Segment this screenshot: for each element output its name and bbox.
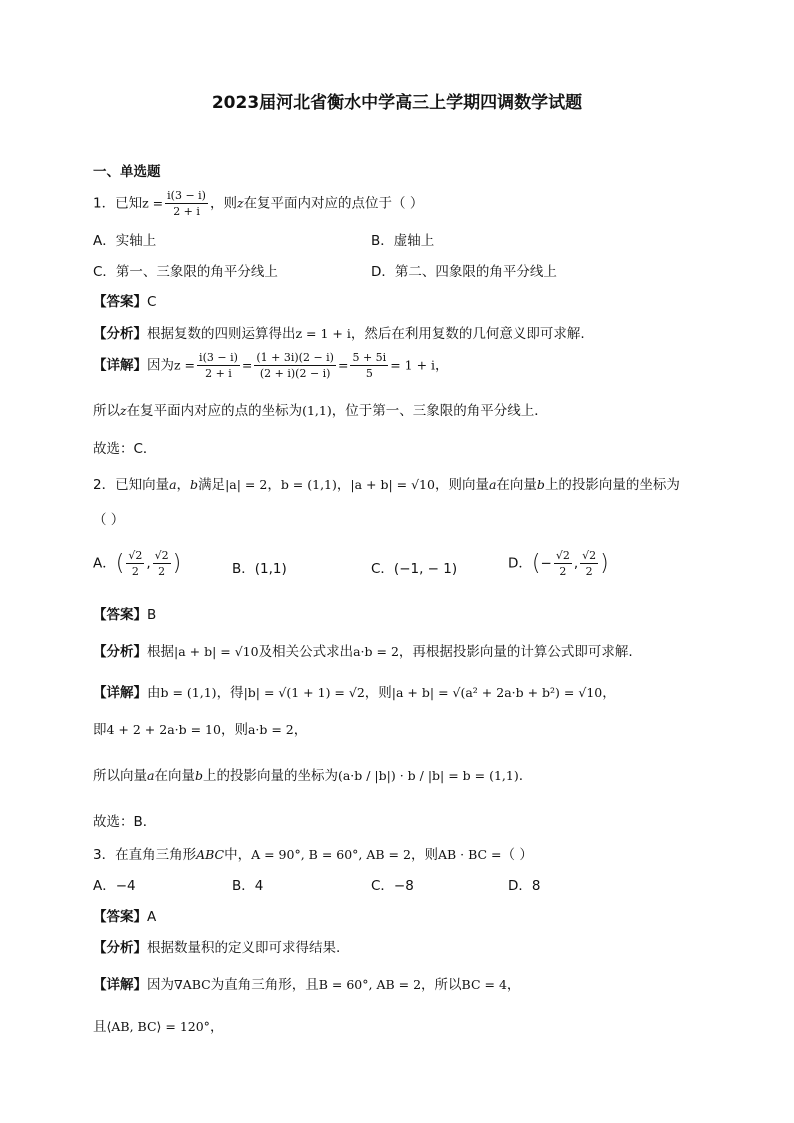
q1-analysis [93, 322, 585, 342]
option-label: D． [508, 555, 532, 572]
fraction-numerator: √2 [128, 549, 143, 562]
q2-detail [93, 681, 616, 701]
q2-option-d: D．(− $\frac{√2}{2}$ , $\frac{√2}{2}$ ) [508, 549, 609, 578]
formula: (a·b / |b|) · b / |b| = b = (1,1) [337, 768, 519, 783]
formula: b = (1,1) [280, 477, 337, 492]
detail-tag: 【详解】 [93, 977, 147, 993]
formula: |a + b| = √(a² + 2a·b + b²) = √10 [391, 685, 603, 700]
text: 即 [93, 722, 107, 738]
formula: a·b = 2 [247, 722, 294, 737]
text: 所以向量 [93, 768, 147, 784]
text: 因为 [147, 977, 174, 993]
text: ，则 [364, 685, 392, 701]
analysis-text-a: 根据复数的四则运算得出 [147, 326, 296, 342]
detail-fraction-1 [197, 350, 240, 381]
fraction-denominator: 5 [365, 367, 373, 380]
fraction-numerator: (1 + 3i)(2 − i) [256, 351, 334, 364]
text: （ ） [501, 847, 533, 863]
paren-icon: ) [600, 551, 609, 576]
q1-stem [93, 188, 423, 219]
section-heading: 一、单选题 [93, 164, 161, 180]
detail-z: z = [174, 357, 196, 373]
formula: B = 60°, AB = 2 [318, 977, 422, 992]
text: ，再根据投影向量的计算公式即可求解. [398, 644, 633, 660]
analysis-tag: 【分析】 [93, 644, 147, 660]
point-coord: (1,1) [302, 403, 332, 418]
q1-option-a: A．实轴上 [93, 233, 157, 249]
text: 在复平面内对应的点的坐标为 [126, 403, 303, 419]
fraction [153, 548, 171, 579]
analysis-text-b: ，然后在利用复数的几何意义即可求解. [350, 326, 585, 342]
q3-option-b: B．4 [232, 878, 264, 894]
fraction-denominator: 2 [559, 565, 567, 578]
detail-fraction-2 [254, 350, 336, 381]
q1-answer [93, 290, 156, 310]
text: ， [602, 685, 616, 701]
q1-stem-mid: ，则 [209, 195, 237, 212]
analysis-tag: 【分析】 [93, 940, 147, 956]
option-label: A． [93, 555, 116, 572]
text: ， [209, 1019, 224, 1035]
q3-detail [93, 973, 520, 993]
text: ， [176, 477, 191, 493]
detail-tag: 【详解】 [93, 685, 147, 701]
fraction-denominator: 2 [585, 565, 593, 578]
formula: |a + b| = √10 [174, 644, 259, 659]
q1-stem-fraction [165, 188, 208, 219]
fraction-numerator: √2 [154, 549, 169, 562]
answer-tag: 【答案】 [93, 909, 147, 925]
detail-fraction-3 [350, 350, 388, 381]
vec-b: b [536, 477, 545, 492]
text: ，位于第一、三象限的角平分线上． [331, 403, 548, 419]
q3-option-c: C．−8 [371, 878, 414, 894]
text: 所以 [93, 403, 120, 419]
q1-stem-z: z = [142, 195, 164, 211]
text: ， [506, 977, 521, 993]
formula: 4 + 2 + 2a·b = 10 [106, 722, 221, 737]
text: ，则 [410, 847, 438, 863]
text: 为直角三角形，且 [210, 977, 319, 993]
q2-answer [93, 603, 156, 623]
var-z: z [120, 403, 127, 418]
q2-choose: 故选：B． [93, 814, 157, 830]
text: 且 [93, 1019, 107, 1035]
text: 在向量 [496, 477, 537, 493]
text: ，得 [216, 685, 244, 701]
q1-option-d: D．第二、四象限的角平分线上 [371, 264, 557, 280]
q3-detail-line2 [93, 1015, 223, 1035]
fraction-denominator: 2 [158, 565, 166, 578]
text: 中， [224, 847, 252, 863]
q3-option-a: A．−4 [93, 878, 136, 894]
q1-stem-end: 在复平面内对应的点位于（ ） [243, 195, 424, 212]
q3-stem [93, 843, 533, 863]
formula: ∇ABC [174, 977, 211, 992]
text: ，则向量 [434, 477, 489, 493]
q1-detail-line2 [93, 399, 548, 419]
fraction-numerator: √2 [582, 549, 597, 562]
q2-detail-line2 [93, 718, 307, 738]
vec-b: b [190, 477, 199, 492]
text: 上的投影向量的坐标为 [202, 768, 338, 784]
formula: b = (1,1) [160, 685, 217, 700]
vec-a: a [169, 477, 177, 492]
equals-sign: = [241, 357, 253, 373]
text: ，则 [220, 722, 248, 738]
detail-tag: 【详解】 [93, 357, 147, 374]
paren-icon: ) [172, 551, 182, 576]
formula: A = 90°, B = 60°, AB = 2 [251, 847, 411, 862]
vec-b: b [194, 768, 203, 783]
paren-icon: ( [115, 551, 125, 576]
formula: a·b = 2 [353, 644, 399, 659]
answer-value: B [147, 607, 157, 623]
text: ， [293, 722, 308, 738]
answer-value: C [147, 294, 157, 310]
vec-a: a [488, 477, 497, 492]
answer-tag: 【答案】 [93, 607, 147, 623]
equals-sign: = [337, 357, 349, 373]
analysis-tag: 【分析】 [93, 326, 147, 342]
document-title: 2023届河北省衡水中学高三上学期四调数学试题 [211, 93, 583, 113]
text: 在向量 [154, 768, 195, 784]
detail-end: ， [435, 357, 449, 374]
fraction [126, 548, 144, 579]
text: 上的投影向量的坐标为 [544, 477, 680, 493]
text: 根据数量积的定义即可求得结果. [147, 940, 341, 956]
q2-stem: 2．已知向量a，b满足|a| = 2，b = (1,1)，|a + b| = √10，则向量a在向量b上的投影向量的坐标为 [93, 477, 680, 493]
text: 及相关公式求出 [258, 644, 354, 660]
formula: |b| = √(1 + 1) = √2 [243, 685, 365, 700]
analysis-formula: z = 1 + i [295, 326, 351, 341]
paren-icon: ( [531, 551, 541, 576]
q3-answer [93, 905, 156, 925]
fraction-denominator: (2 + i)(2 − i) [259, 367, 331, 380]
text: 3．在直角三角形 [93, 847, 197, 863]
fraction-denominator: 2 + i [173, 205, 200, 218]
detail-result: = 1 + i [390, 357, 436, 373]
formula: BC = 4 [461, 977, 507, 992]
fraction-numerator: i(3 − i) [199, 351, 238, 364]
q1-stem-var: z [236, 195, 244, 211]
q2-detail-line3 [93, 764, 523, 784]
text: 满足 [198, 477, 226, 493]
text: ，所以 [421, 977, 462, 993]
q1-detail [93, 350, 449, 381]
q2-option-b: B．(1,1) [232, 561, 287, 577]
fraction [554, 548, 572, 579]
q1-stem-prefix: 1．已知 [93, 195, 143, 212]
answer-tag: 【答案】 [93, 294, 147, 310]
text: . [518, 768, 524, 784]
triangle-name: ABC [196, 847, 225, 862]
text: 由 [147, 685, 161, 701]
q3-option-d: D．8 [508, 878, 541, 894]
q2-option-a: A．( $\frac{√2}{2}$ , $\frac{√2}{2}$ ) [93, 549, 182, 578]
q2-analysis [93, 640, 633, 660]
fraction-denominator: 2 + i [205, 367, 232, 380]
q3-analysis [93, 936, 340, 956]
formula: |a| = 2 [225, 477, 268, 492]
fraction-denominator: 2 [131, 565, 139, 578]
q1-option-c: C．第一、三象限的角平分线上 [93, 264, 278, 280]
answer-value: A [147, 909, 157, 925]
q1-choose: 故选：C． [93, 441, 157, 457]
q1-option-b: B．虚轴上 [371, 233, 435, 249]
fraction-numerator: 5 + 5i [352, 351, 387, 364]
fraction [580, 548, 598, 579]
vec-a: a [147, 768, 155, 783]
q2-paren: （ ） [93, 512, 125, 528]
formula: |a + b| = √10 [350, 477, 435, 492]
fraction-numerator: √2 [555, 549, 570, 562]
fraction-numerator: i(3 − i) [167, 189, 206, 202]
text: 2．已知向量 [93, 477, 170, 493]
formula: ⟨AB, BC⟩ = 120° [106, 1019, 210, 1034]
formula: AB · BC = [437, 847, 502, 862]
minus: − [540, 555, 552, 572]
text: 根据 [147, 644, 174, 660]
detail-text-a: 因为 [147, 357, 174, 374]
q2-option-c: C．(−1, − 1) [371, 561, 458, 577]
